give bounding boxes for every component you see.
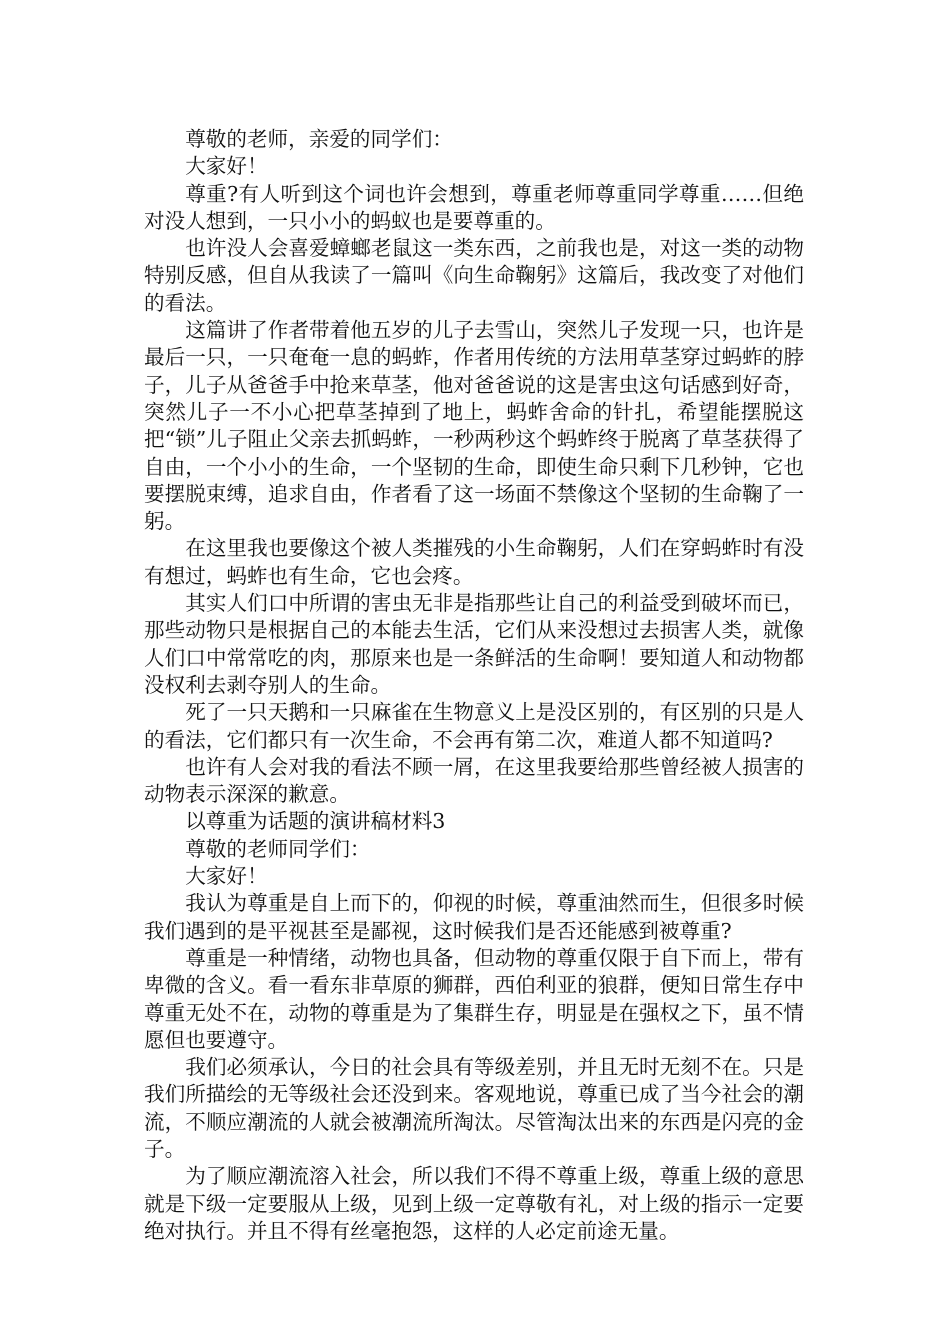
greeting-paragraph: 尊敬的老师同学们： <box>185 836 371 861</box>
document-body <box>144 126 804 1245</box>
body-paragraph: 死了一只天鹅和一只麻雀在生物意义上是没区别的，有区别的只是人的看法，它们都只有一次生命，不会再有第二次，难道人都不知道吗? <box>144 700 804 752</box>
hello-paragraph: 大家好！ <box>185 154 268 179</box>
body-paragraph: 为了顺应潮流溶入社会，所以我们不得不尊重上级，尊重上级的意思就是下级一定要服从上级，见到上级一定尊敬有礼，对上级的指示一定要绝对执行。并且不得有丝毫抱怨，这样的人必定前途无量。 <box>144 1164 804 1243</box>
body-paragraph: 在这里我也要像这个被人类摧残的小生命鞠躬，人们在穿蚂蚱时有没有想过，蚂蚱也有生命，它也会疼。 <box>144 536 804 588</box>
hello-paragraph: 大家好！ <box>185 864 268 889</box>
body-paragraph: 尊重?有人听到这个词也许会想到，尊重老师尊重同学尊重……但绝对没人想到，一只小小的蚂蚁也是要尊重的。 <box>144 181 804 233</box>
body-paragraph: 其实人们口中所谓的害虫无非是指那些让自己的利益受到破坏而已，那些动物只是根据自己的本能去生活，它们从来没想过去损害人类，就像人们口中常常吃的肉，那原来也是一条鲜活的生命啊！要知道人和动物都没权利去剥夺别人的生命。 <box>144 591 804 697</box>
body-paragraph: 尊重是一种情绪，动物也具备，但动物的尊重仅限于自下而上，带有卑微的含义。看一看东非草原的狮群，西伯利亚的狼群，便知日常生存中尊重无处不在，动物的尊重是为了集群生存，明显是在强权之下，虽不情愿但也要遵守。 <box>144 945 804 1052</box>
greeting-paragraph: 尊敬的老师，亲爱的同学们： <box>185 127 453 151</box>
section-title: 以尊重为话题的演讲稿材料3 <box>185 809 446 834</box>
body-paragraph: 我们必须承认，今日的社会具有等级差别，并且无时无刻不在。只是我们所描绘的无等级社会还没到来。客观地说，尊重已成了当今社会的潮流，不顺应潮流的人就会被潮流所淘汰。尽管淘汰出来的东西是闪亮的金子。 <box>144 1055 804 1161</box>
body-paragraph: 也许没人会喜爱蟑螂老鼠这一类东西，之前我也是，对这一类的动物特别反感，但自从我读了一篇叫《向生命鞠躬》这篇后，我改变了对他们的看法。 <box>144 236 804 315</box>
body-paragraph: 这篇讲了作者带着他五岁的儿子去雪山，突然儿子发现一只，也许是最后一只，一只奄奄一息的蚂蚱，作者用传统的方法用草茎穿过蚂蚱的脖子，儿子从爸爸手中抢来草茎，他对爸爸说的这是害虫这句话感到好奇，突然儿子一不小心把草茎掉到了地上，蚂蚱舍命的针扎，希望能摆脱这把“锁”儿子阻止父亲去抓蚂蚱，一秒两秒这个蚂蚱终于脱离了草茎获得了自由，一个小小的生命，一个坚韧的生命，即使生命只剩下几秒钟，它也要摆脱束缚，追求自由，作者看了这一场面不禁像这个坚韧的生命鞠了一躬。 <box>144 318 804 534</box>
body-paragraph: 我认为尊重是自上而下的，仰视的时候，尊重油然而生，但很多时候我们遇到的是平视甚至是鄙视，这时候我们是否还能感到被尊重? <box>144 891 804 943</box>
body-paragraph: 也许有人会对我的看法不顾一屑，在这里我要给那些曾经被人损害的动物表示深深的歉意。 <box>144 754 804 807</box>
